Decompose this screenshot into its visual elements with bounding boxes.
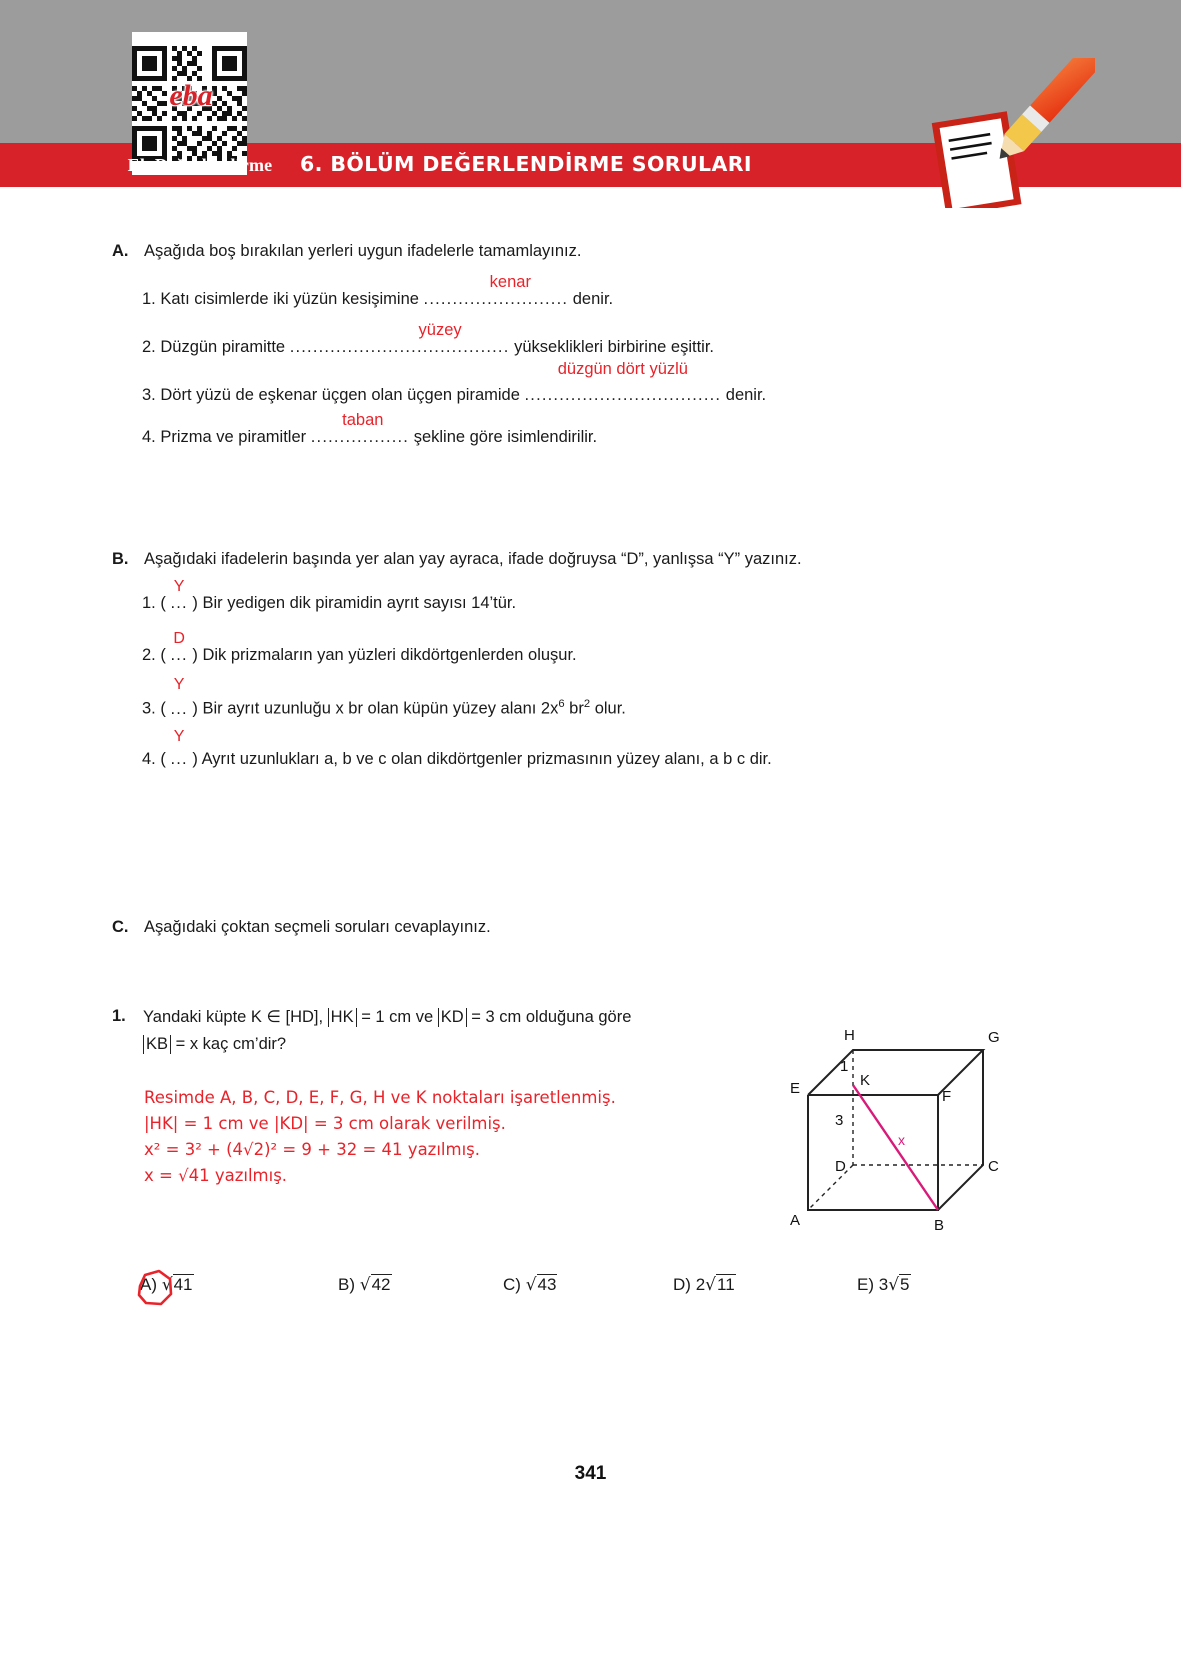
vertex-label-F: F	[942, 1088, 952, 1105]
item-number: 2.	[142, 646, 156, 664]
option-c-key: C)	[503, 1275, 521, 1294]
blank-4[interactable]	[316, 411, 410, 447]
q1-text-part-3: = 3 cm olduğuna göre	[471, 1008, 632, 1026]
item-dots-before: .....	[423, 290, 453, 308]
section-a-item-4	[142, 411, 598, 447]
tf-blank-2[interactable]	[170, 630, 188, 665]
annotation-line-4: x = √41 yazılmış.	[144, 1166, 288, 1185]
option-e-key: E)	[857, 1275, 874, 1294]
length-label-hk: 1	[840, 1058, 849, 1075]
blank-3[interactable]	[524, 360, 722, 405]
q1-abs-kd: KD	[438, 1008, 467, 1027]
section-b-letter: B.	[112, 550, 129, 568]
annotation-line-1: Resimde A, B, C, D, E, F, G, H ve K noktaları işaretlenmiş.	[144, 1088, 616, 1107]
option-c[interactable]	[503, 1275, 557, 1295]
item-statement-mid: br	[564, 699, 584, 718]
option-c-radical: √	[525, 1275, 537, 1295]
option-b-radical: √	[359, 1275, 371, 1295]
tf-blank-2-answer: D	[173, 630, 185, 647]
section-a-letter: A.	[112, 242, 129, 260]
section-a-prompt: Aşağıda boş bırakılan yerleri uygun ifadelerle tamamlayınız.	[144, 242, 582, 260]
item-text-before: Katı cisimlerde iki yüzün kesişimine	[160, 290, 419, 308]
option-e-value: 5	[900, 1275, 910, 1294]
tf-blank-4-dots: ...	[170, 750, 188, 768]
section-b-item-2: 2. ( D ... ) Dik prizmaların yan yüzleri dikdörtgenlerden oluşur.	[142, 630, 577, 664]
item-dots-before: ..............	[289, 338, 371, 356]
blank-4-answer: taban	[342, 411, 384, 429]
vertex-label-B: B	[934, 1217, 945, 1234]
option-e-coef: 3	[878, 1275, 889, 1294]
option-d-value: 11	[717, 1275, 735, 1294]
section-b-prompt: Aşağıdaki ifadelerin başında yer alan yay ayraca, ifade doğruysa “D”, yanlışsa “Y” yazınız.	[144, 550, 802, 568]
blank-4-dots: ................	[316, 428, 410, 446]
vertex-label-H: H	[844, 1027, 855, 1044]
option-d-key: D)	[673, 1275, 691, 1294]
vertex-label-A: A	[790, 1212, 801, 1229]
header-badge-label: Ek Değerlendirme	[127, 155, 273, 175]
option-c-value: 43	[537, 1275, 557, 1294]
q1-text-part-4: = x kaç cm’dir?	[175, 1035, 287, 1053]
blank-3-answer: düzgün dört yüzlü	[557, 360, 688, 378]
section-b-item-4: 4. ( Y ... ) Ayrıt uzunlukları a, b ve c olan dikdörtgenler prizmasının yüzey alanı, a b c dir.	[142, 728, 772, 768]
cube-diagram	[778, 995, 1028, 1235]
item-number: 1.	[142, 594, 156, 612]
q1-text-part-1: Yandaki küpte K ∈ [HD],	[143, 1008, 324, 1026]
segment-kb	[853, 1085, 938, 1210]
blank-1-answer: kenar	[489, 273, 531, 291]
blank-3-dots: ..................................	[524, 386, 722, 404]
option-a-radical: √	[161, 1275, 173, 1295]
tf-blank-1-dots: ...	[170, 594, 188, 612]
vertex-label-G: G	[988, 1029, 1000, 1046]
q1-text-part-2: = 1 cm ve	[361, 1008, 434, 1026]
question-1-line-1	[143, 1007, 631, 1027]
question-1-line-2	[143, 1035, 286, 1054]
tf-blank-1[interactable]	[170, 578, 188, 613]
item-number: 1.	[142, 290, 156, 308]
item-text-after: denir.	[572, 290, 614, 308]
item-dots-before: .	[310, 428, 317, 446]
item-text-after: denir.	[725, 386, 767, 404]
section-b-item-1: 1. ( Y ... ) Bir yedigen dik piramidin ayrıt sayısı 14’tür.	[142, 578, 517, 612]
item-text-before: Dört yüzü de eşkenar üçgen olan üçgen piramide	[160, 386, 520, 404]
blank-1[interactable]	[452, 273, 569, 309]
selected-answer-circle	[132, 1268, 176, 1308]
tf-blank-3-answer: Y	[173, 675, 185, 693]
item-text-after: şekline göre isimlendirilir.	[413, 428, 598, 446]
tf-blank-4-answer: Y	[173, 728, 185, 745]
pencil-notepad-icon	[915, 58, 1095, 208]
blank-2[interactable]	[370, 321, 510, 357]
item-statement-pre: Bir ayrıt uzunluğu x br olan küpün yüzey alanı 2x	[202, 699, 559, 718]
item-text-after: yükseklikleri birbirine eşittir.	[514, 338, 714, 356]
option-a-key: A)	[140, 1275, 157, 1294]
annotation-line-3: x² = 3² + (4√2)² = 9 + 32 = 41 yazılmış.	[144, 1140, 481, 1159]
item-statement: Dik prizmaların yan yüzleri dikdörtgenlerden oluşur.	[202, 646, 577, 664]
option-b[interactable]	[338, 1275, 392, 1295]
tf-blank-4[interactable]	[170, 728, 188, 769]
vertex-label-E: E	[790, 1080, 801, 1097]
section-c-prompt: Aşağıdaki çoktan seçmeli soruları cevaplayınız.	[144, 918, 491, 936]
blank-1-dots: ....................	[452, 290, 569, 308]
option-e-radical: √	[888, 1275, 900, 1295]
item-number: 3.	[142, 699, 156, 718]
option-b-key: B)	[338, 1275, 355, 1294]
option-a-value: 41	[173, 1275, 193, 1294]
point-label-K: K	[860, 1072, 871, 1089]
option-e[interactable]	[857, 1275, 911, 1295]
section-a-item-1	[142, 273, 614, 309]
item-number: 4.	[142, 750, 156, 768]
item-number: 4.	[142, 428, 156, 446]
eba-logo: eba	[169, 79, 213, 112]
exponent-6: 6	[558, 698, 565, 710]
vertex-label-D: D	[835, 1158, 846, 1175]
option-d-radical: √	[705, 1275, 716, 1295]
length-label-kd: 3	[835, 1112, 844, 1129]
item-statement: Bir yedigen dik piramidin ayrıt sayısı 14’tür.	[202, 594, 517, 612]
section-c-letter: C.	[112, 918, 129, 936]
option-d[interactable]	[673, 1275, 736, 1295]
blank-2-answer: yüzey	[418, 321, 462, 339]
tf-blank-3-dots: ...	[170, 699, 188, 718]
tf-blank-2-dots: ...	[170, 646, 188, 664]
option-b-value: 42	[371, 1275, 391, 1294]
exponent-2: 2	[583, 698, 591, 710]
vertex-label-C: C	[988, 1158, 999, 1175]
item-statement-post: olur.	[590, 699, 626, 718]
section-a-item-2	[142, 321, 714, 357]
item-text-before: Prizma ve piramitler	[160, 428, 307, 446]
item-number: 3.	[142, 386, 156, 404]
option-d-coef: 2	[695, 1275, 706, 1294]
section-a-item-3	[142, 360, 767, 405]
q1-abs-kb: KB	[143, 1035, 171, 1054]
tf-blank-3[interactable]	[170, 675, 188, 719]
item-text-before: Düzgün piramitte	[160, 338, 286, 356]
section-b-item-3: 3. ( Y ... ) Bir ayrıt uzunluğu x br olan küpün yüzey alanı $2x^6$ $br^2$ olur.	[142, 675, 626, 718]
tf-blank-1-answer: Y	[173, 578, 185, 595]
annotation-line-2: |HK| = 1 cm ve |KD| = 3 cm olarak verilmiş.	[144, 1114, 506, 1133]
length-label-x: x	[898, 1132, 905, 1148]
q1-abs-hk: HK	[328, 1008, 357, 1027]
item-statement: Ayrıt uzunlukları a, b ve c olan dikdörtgenler prizmasının yüzey alanı, a b c dir.	[201, 750, 772, 768]
page-title: 6. BÖLÜM DEĞERLENDİRME SORULARI	[300, 152, 752, 176]
item-number: 2.	[142, 338, 156, 356]
question-1-number: 1.	[112, 1007, 126, 1025]
blank-2-dots: ........................	[370, 338, 510, 356]
page-number: 341	[574, 1463, 607, 1484]
